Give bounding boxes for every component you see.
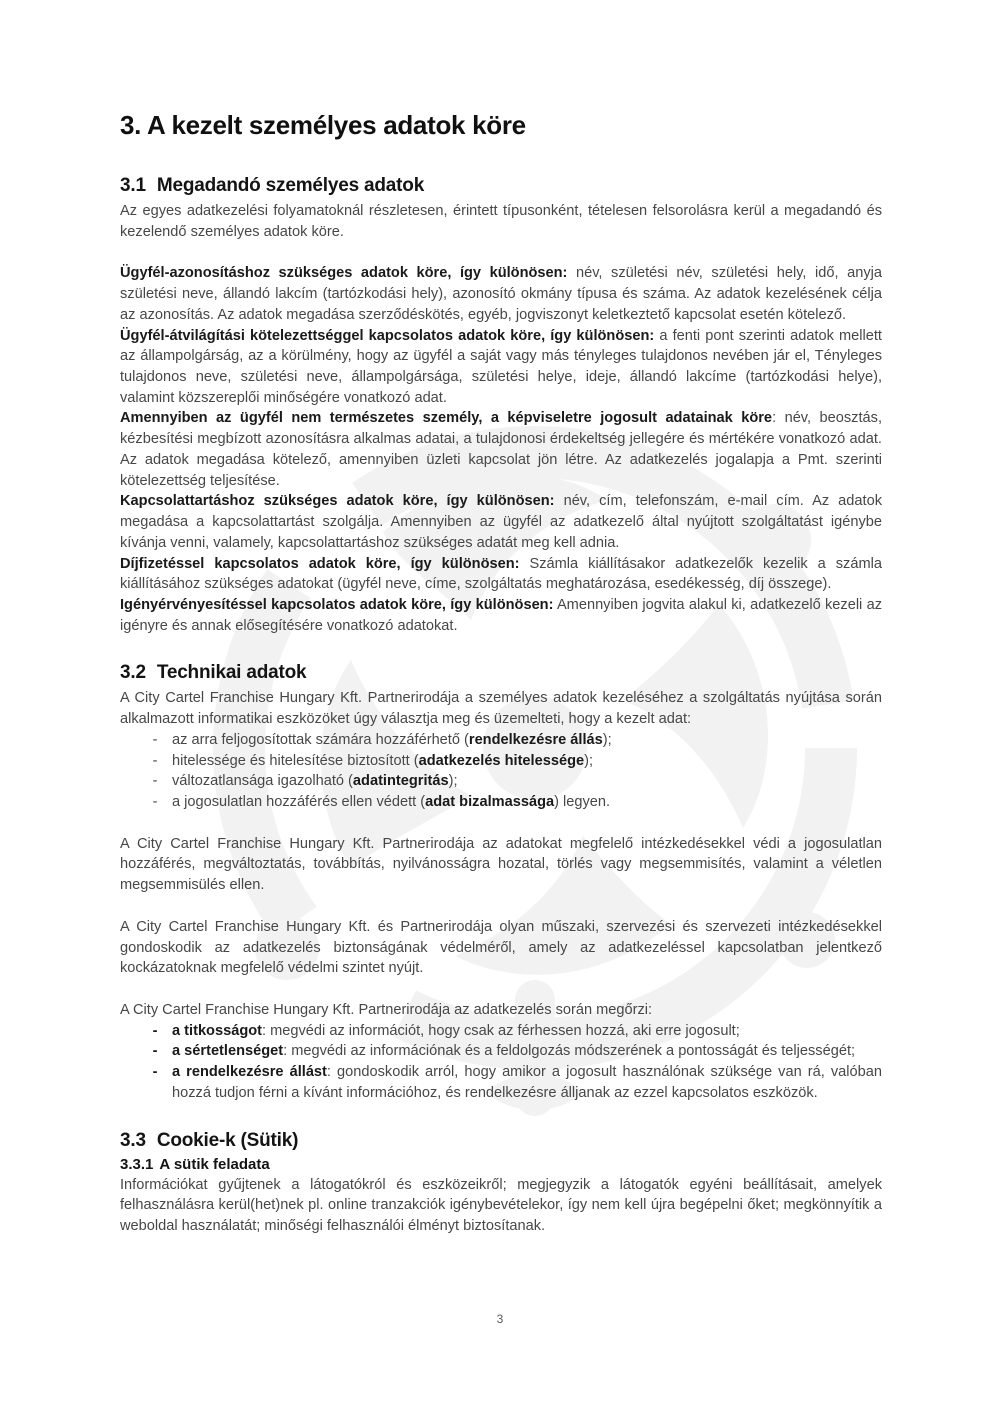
bullet-dash: - bbox=[152, 752, 158, 769]
item-bold: a titkosságot bbox=[172, 1022, 263, 1039]
list-item bbox=[120, 1041, 882, 1062]
list-item-text bbox=[172, 1062, 882, 1103]
paragraph-block bbox=[120, 326, 882, 409]
page-number: 3 bbox=[496, 1312, 504, 1326]
item-pre: hitelessége és hitelesítése biztosított ( bbox=[172, 752, 419, 769]
paragraph-block bbox=[120, 263, 882, 325]
list-item-text bbox=[172, 730, 882, 751]
block-text: : név, beosztás, kézbesítési megbízott azonosításra alkalmas adatai, a tulajdonosi érdekeltség jellegére és mértékére vonatkozó adat. Az adatok megadása kötelező, amennyiben üzleti kapcsolat jön létre. Az adatkezelés jogalapja a Pmt. szerinti kötelezettség teljesítése. bbox=[120, 410, 882, 489]
item-text: : gondoskodik arról, hogy amikor a jogosult használónak szüksége van rá, valóban hozzá tudjon férni a kívánt információhoz, és rendelkezésre álljanak az ezzel kapcsolatos eszközök. bbox=[172, 1064, 882, 1101]
subsection-heading-3-3-1 bbox=[120, 1156, 882, 1173]
list-item bbox=[120, 751, 882, 772]
paragraph-3-1-intro: Az egyes adatkezelési folyamatoknál részletesen, érintett típusonként, tételesen felsorolásra kerül a megadandó és kezelendő személyes adatok köre. bbox=[120, 203, 882, 240]
list-item bbox=[120, 1021, 882, 1042]
heading-title: Cookie-k (Sütik) bbox=[156, 1129, 299, 1151]
preservation-list bbox=[120, 1021, 882, 1104]
section-heading-3-3 bbox=[120, 1130, 882, 1152]
heading-number: 3.2 bbox=[120, 662, 146, 684]
paragraph-cookies: Információkat gyűjtenek a látogatókról és eszközeikről; megjegyzik a látogatók egyéni beállításait, amelyek felhasználásra kerül(het)nek pl. online tranzakciók igénybevételekor, így nem kell újra begépelni őket; megkönnyítik a weboldal használatát; minőségi felhasználói élményt biztosítanak. bbox=[120, 1176, 882, 1235]
item-text: : megvédi az információnak és a feldolgozás módszerének a pontosságát és teljességét; bbox=[283, 1043, 856, 1060]
section-heading-3-2 bbox=[120, 662, 882, 684]
bold-lead: Amennyiben az ügyfél nem természetes személy, a képviseletre jogosult adatainak köre bbox=[120, 410, 773, 427]
list-item-text bbox=[172, 771, 882, 792]
item-bold: a rendelkezésre állást bbox=[172, 1064, 327, 1081]
heading-number: 3.3 bbox=[120, 1129, 146, 1151]
list-item bbox=[120, 771, 882, 792]
item-post: ); bbox=[602, 731, 612, 748]
item-pre: az arra feljogosítottak számára hozzáférhető ( bbox=[172, 731, 469, 748]
bullet-dash: - bbox=[152, 731, 158, 748]
item-bold: adatintegritás bbox=[352, 773, 449, 790]
bullet-dash: - bbox=[152, 1064, 158, 1081]
heading-number: 3.1 bbox=[120, 175, 146, 196]
item-post: ) legyen. bbox=[554, 793, 611, 810]
item-pre: a jogosulatlan hozzáférés ellen védett ( bbox=[172, 793, 426, 810]
block-text: név, cím, telefonszám, e-mail cím. Az adatok megadása a kapcsolattartást szolgálja. Amennyiben az ügyfél az adatkezelő által nyújtott szolgáltatást igénybe kívánja venni, valamely, kapcsolattartáshoz szükséges adatát meg kell adnia. bbox=[120, 493, 882, 551]
block-text: név, születési név, születési hely, idő, anyja születési neve, állandó lakcím (tartózkodási hely), azonosító okmány típusa és száma. Az adatok kezelésének célja az azonosítás. Az adatok megadása szerződéskötés, egyéb, jogviszonyt keletkeztető kapcsolat esetén kötelező. bbox=[120, 265, 882, 323]
paragraph-security: A City Cartel Franchise Hungary Kft. és Partnerirodája olyan műszaki, szervezési és szervezeti intézkedésekkel gondoskodik az adatkezelés biztonságának védelméről, amely az adatkezeléssel kapcsolatban jelentkező kockázatoknak megfelelő védelmi szintet nyújt. bbox=[120, 918, 882, 977]
list-item bbox=[120, 792, 882, 813]
page-content bbox=[120, 110, 882, 1237]
bold-lead: Ügyfél-átvilágítási kötelezettséggel kapcsolatos adatok köre, így különösen: bbox=[120, 327, 655, 344]
block-text: Számla kiállításakor adatkezelők kezelik a számla kiállításához szükséges adatokat (ügyfél neve, címe, szolgáltatás meghatározása, esedékesség, díj összege). bbox=[120, 555, 882, 593]
item-text: : megvédi az információt, hogy csak az férhessen hozzá, aki erre jogosult; bbox=[262, 1022, 740, 1039]
block-text: Amennyiben jogvita alakul ki, adatkezelő kezeli az igényre és annak elősegítésére vonatkozó adatokat. bbox=[120, 596, 882, 634]
list-item-text bbox=[172, 751, 882, 772]
paragraph-preserves-lead: A City Cartel Franchise Hungary Kft. Partnerirodája az adatkezelés során megőrzi: bbox=[120, 1002, 653, 1018]
paragraph-3-2-intro: A City Cartel Franchise Hungary Kft. Partnerirodája a személyes adatok kezeléséhez a szolgáltatás nyújtása során alkalmazott informatikai eszközöket úgy választja meg és üzemelteti, hogy a kezelt adat: bbox=[120, 690, 882, 728]
chapter-heading: 3. A kezelt személyes adatok köre bbox=[120, 110, 526, 140]
list-item-text bbox=[172, 1021, 882, 1042]
list-item bbox=[120, 730, 882, 751]
item-pre: változatlansága igazolható ( bbox=[172, 773, 353, 790]
bold-lead: Ügyfél-azonosításhoz szükséges adatok köre, így különösen: bbox=[120, 265, 568, 282]
heading-number: 3.3.1 bbox=[120, 1155, 154, 1173]
bold-lead: Kapcsolattartáshoz szükséges adatok köre, így különösen: bbox=[120, 493, 555, 510]
block-text: a fenti pont szerinti adatok mellett az állampolgárság, az a körülmény, hogy az ügyfél a saját vagy más tényleges tulajdonos nevében jár el, Tényleges tulajdonos neve, születési neve, állampolgársága, születési helye, ideje, állandó lakcíme (tartózkodási helye), valamint közszereplői minőségére vonatkozó adat. bbox=[120, 327, 882, 406]
item-bold: adat bizalmassága bbox=[425, 793, 555, 810]
list-item-text bbox=[172, 1041, 882, 1062]
bullet-dash: - bbox=[152, 793, 158, 810]
section-heading-3-1 bbox=[120, 175, 882, 197]
technical-data-list bbox=[120, 730, 882, 813]
paragraph-block bbox=[120, 408, 882, 491]
bullet-dash: - bbox=[152, 1022, 158, 1039]
bullet-dash: - bbox=[152, 773, 158, 790]
list-item-text bbox=[172, 792, 882, 813]
item-bold: adatkezelés hitelessége bbox=[418, 752, 585, 769]
heading-title: Megadandó személyes adatok bbox=[156, 175, 425, 196]
bullet-dash: - bbox=[152, 1043, 158, 1060]
heading-title: Technikai adatok bbox=[156, 662, 307, 684]
item-bold: a sértetlenséget bbox=[172, 1043, 284, 1060]
paragraph-block bbox=[120, 491, 882, 553]
item-post: ); bbox=[448, 773, 458, 790]
bold-lead: Díjfizetéssel kapcsolatos adatok köre, így különösen: bbox=[120, 555, 520, 572]
heading-title: A sütik feladata bbox=[159, 1155, 270, 1173]
item-post: ); bbox=[584, 752, 594, 769]
bold-lead: Igényérvényesítéssel kapcsolatos adatok köre, így különösen: bbox=[120, 596, 554, 613]
paragraph-block bbox=[120, 554, 882, 595]
item-bold: rendelkezésre állás bbox=[468, 731, 603, 748]
paragraph-block bbox=[120, 595, 882, 636]
list-item bbox=[120, 1062, 882, 1103]
paragraph-protection: A City Cartel Franchise Hungary Kft. Partnerirodája az adatokat megfelelő intézkedésekkel védi a jogosulatlan hozzáférés, megváltoztatás, továbbítás, nyilvánosságra hozatal, törlés vagy megsemmisítés, valamint a véletlen megsemmisülés ellen. bbox=[120, 835, 882, 894]
